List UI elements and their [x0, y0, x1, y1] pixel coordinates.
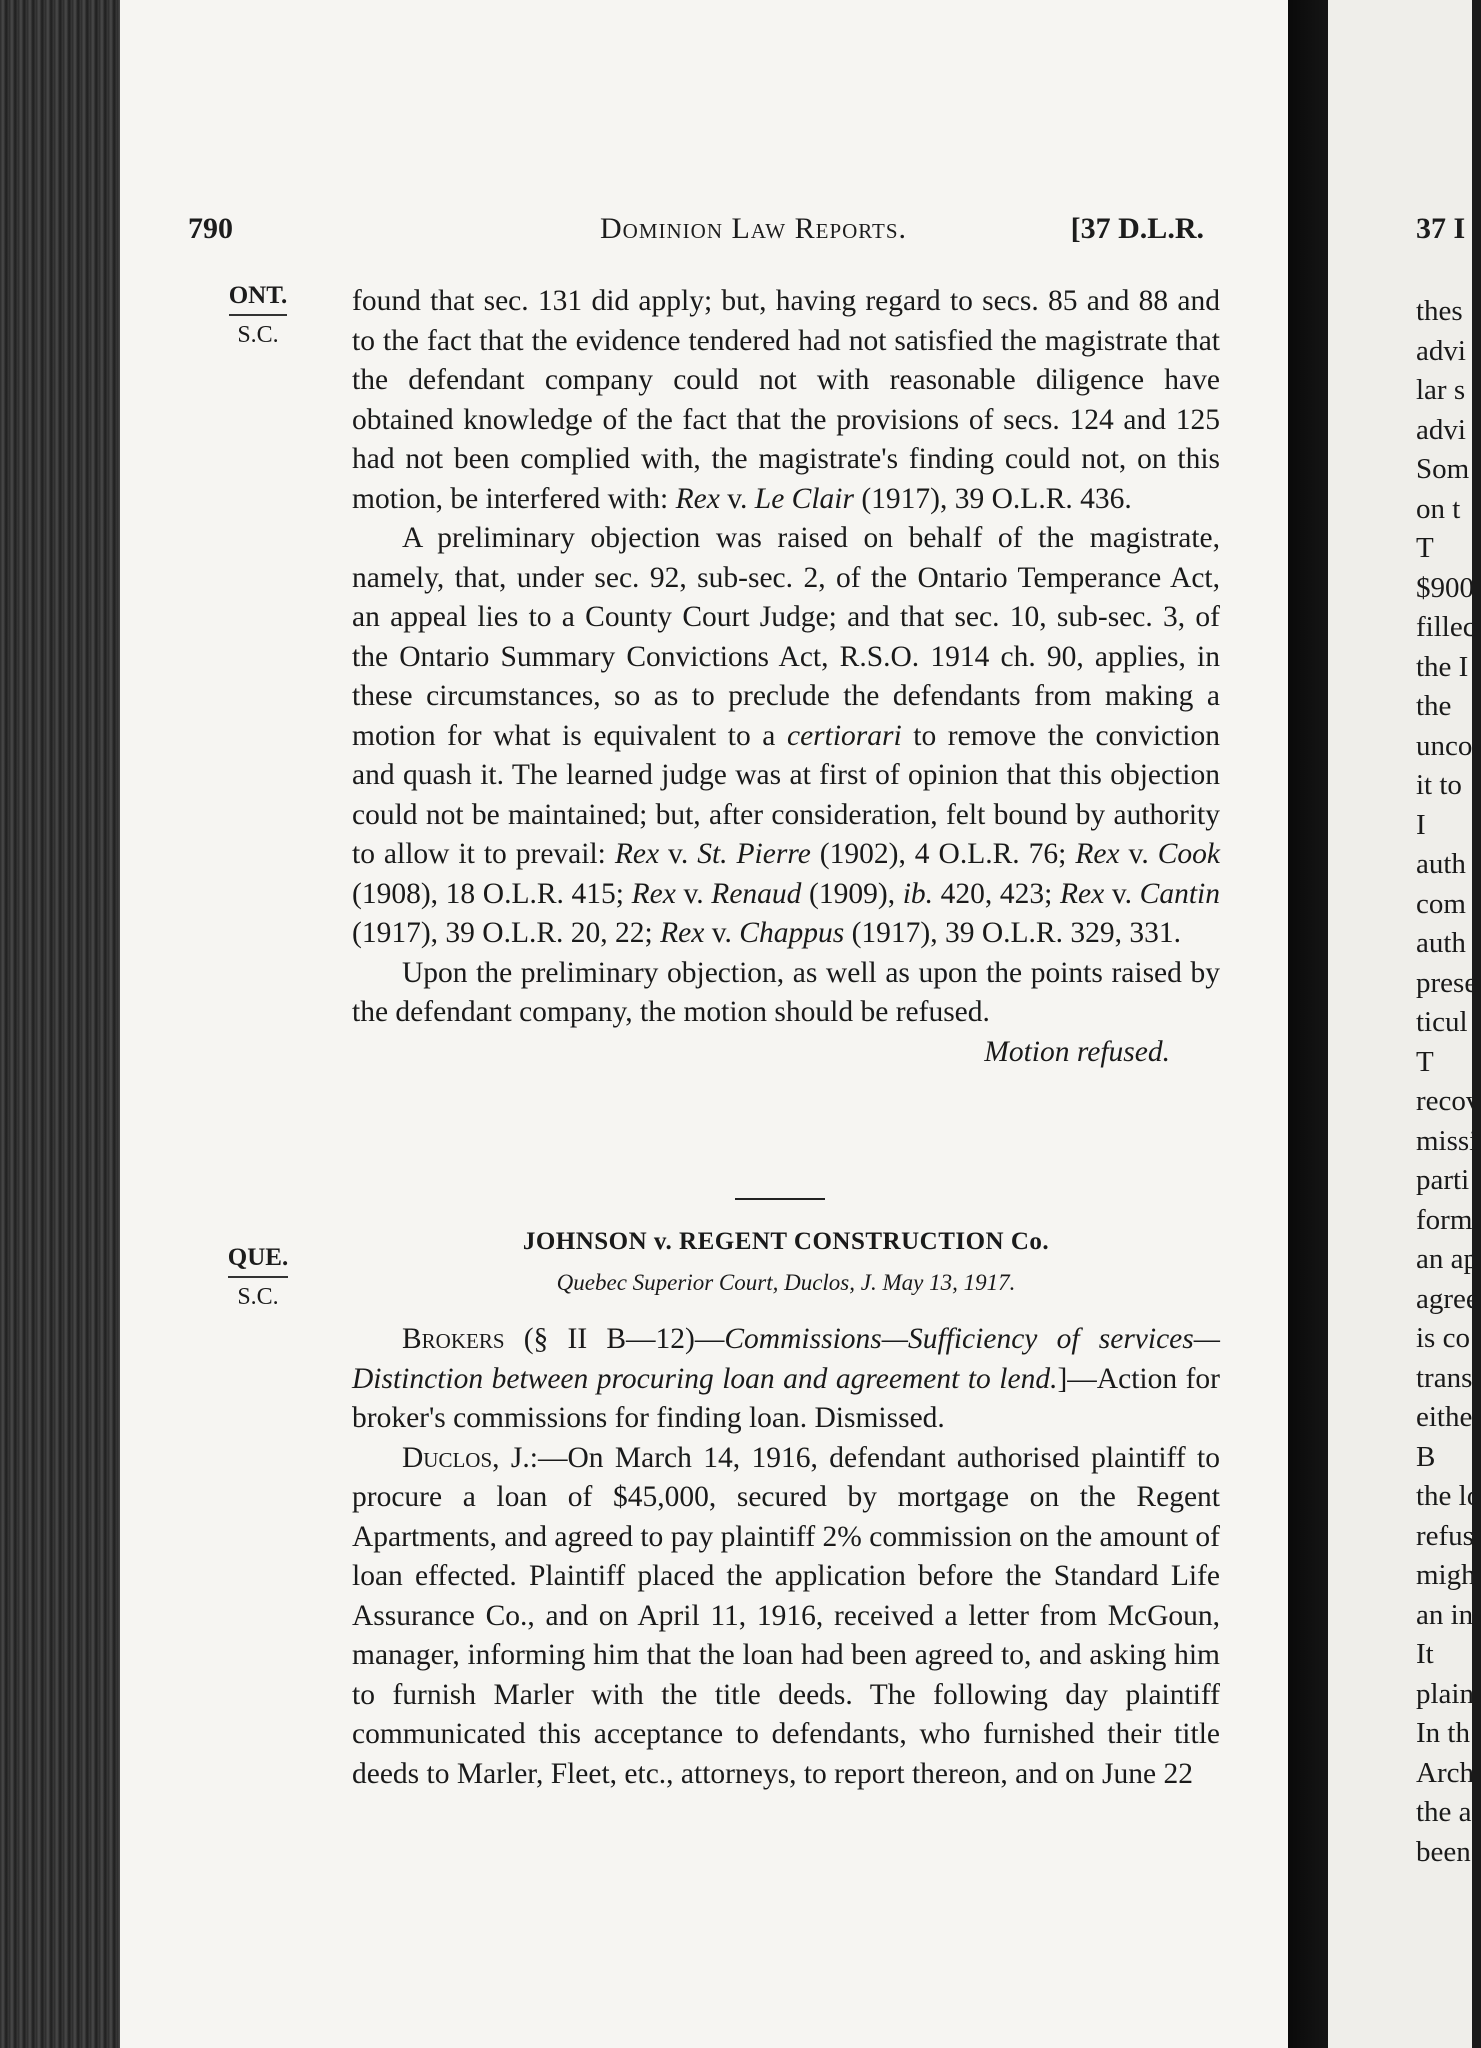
court-label: S.C. [237, 1284, 279, 1310]
facing-page-header: 37 I [1416, 212, 1466, 245]
facing-page-line: refus [1416, 1519, 1474, 1552]
side-label-ontario [218, 282, 298, 349]
facing-page-line: T [1416, 532, 1434, 564]
facing-page-line: the [1416, 690, 1452, 722]
page-number: 790 [188, 212, 233, 245]
facing-page-line: an in [1416, 1598, 1474, 1631]
facing-page-line: the a [1416, 1796, 1472, 1828]
motion-result: Motion refused. [984, 1035, 1170, 1068]
facing-page-line: auth [1416, 848, 1466, 880]
facing-page-line: been [1416, 1835, 1471, 1868]
paragraph: found that sec. 131 did apply; but, having regard to secs. 85 and 88 and to the fact that the evidence tendered had not satisfied the magistrate that the defendant company could not with reasonable diligence have obtained knowledge of the fact that the provisions of secs. 124 and 125 had not been complied with, the magistrate's finding could not, on this motion, be interfered with: Rex v. Le Clair (1917), 39 O.L.R. 436. [352, 285, 1220, 515]
headnote: Brokers (§ II B—12)—Commissions—Sufficiency of services—Distinction between procuring loan and agreement to lend.]—Action for broker's commissions for finding loan. Dismissed. [352, 1323, 1221, 1434]
facing-page-line: agree [1416, 1282, 1479, 1315]
volume-reference: [37 D.L.R. [1070, 212, 1204, 245]
case-court: Quebec Superior Court, Duclos, J. May 13, 1917. [556, 1270, 1016, 1295]
facing-page-line: ticul [1416, 1006, 1468, 1038]
paragraph: A preliminary objection was raised on behalf of the magistrate, namely, that, under sec. 92, sub-sec. 2, of the Ontario Temperance Act, an appeal lies to a County Court Judge; and that sec. 10, sub-sec. 3, of the Ontario Summary Convictions Act, R.S.O. 1914 ch. 90, applies, in these circumstances, so as to preclude the defendants from making a motion for what is equivalent to a certiorari to remove the conviction and quash it. The learned judge was at first of opinion that this objection could not be maintained; but, after consideration, felt bound by authority to allow it to prevail: Rex v. St. Pierre (1902), 4 O.L.R. 76; Rex v. Cook (1908), 18 O.L.R. 415; Rex v. Renaud (1909), ib. 420, 423; Rex v. Cantin (1917), 39 O.L.R. 20, 22; Rex v. Chappus (1917), 39 O.L.R. 329, 331. [352, 522, 1220, 949]
paragraph: Upon the preliminary objection, as well as upon the points raised by the defendant company, the motion should be refused. [352, 956, 1220, 1028]
facing-page-line: parti [1416, 1164, 1470, 1196]
facing-page-line: Arch [1416, 1756, 1474, 1789]
facing-page-line: Som [1416, 453, 1470, 485]
facing-page-line: recov [1416, 1085, 1481, 1117]
section-divider [735, 1198, 825, 1200]
facing-page-line: $900 [1416, 571, 1474, 604]
book-gutter [1288, 0, 1328, 2048]
facing-page-line: unco [1416, 729, 1473, 762]
facing-page-line: In th [1416, 1717, 1470, 1749]
facing-page [1328, 0, 1481, 2048]
case-title: JOHNSON v. REGENT CONSTRUCTION Co. [522, 1228, 1050, 1255]
facing-page-line: the lo [1416, 1480, 1481, 1512]
page-header [188, 212, 1204, 252]
running-title: Dominion Law Reports. [600, 212, 908, 245]
facing-page-line: lar s [1416, 374, 1466, 406]
province-label: ONT. [229, 282, 288, 316]
facing-page-line: eithe [1416, 1401, 1473, 1433]
facing-page-line: form [1416, 1203, 1473, 1236]
case-two-text [352, 1320, 1220, 1794]
facing-page-line: advi [1416, 413, 1466, 446]
facing-page-line: prese [1416, 966, 1478, 999]
facing-page-line: on t [1416, 492, 1461, 525]
facing-page-line: the I [1416, 650, 1469, 683]
facing-page-line: I [1416, 808, 1426, 841]
book-binding [0, 0, 120, 2048]
facing-page-line: auth [1416, 927, 1466, 959]
province-label: QUE. [228, 1244, 288, 1278]
side-label-quebec [218, 1244, 298, 1311]
facing-page-lines [1416, 292, 1481, 1872]
facing-page-line: thes [1416, 295, 1463, 327]
facing-page-line: advi [1416, 334, 1466, 367]
facing-page-line: migh [1416, 1559, 1476, 1591]
facing-page-line: T [1416, 1045, 1434, 1078]
facing-page-line: it to [1416, 769, 1462, 801]
facing-page-line: fillec [1416, 611, 1476, 643]
facing-page-line: It [1416, 1638, 1434, 1670]
facing-page-line: is co [1416, 1322, 1470, 1354]
facing-page-line: plain [1416, 1677, 1474, 1710]
facing-page-line: trans [1416, 1361, 1473, 1394]
facing-page-line: B [1416, 1440, 1436, 1473]
opinion-paragraph: Duclos, J.:—On March 14, 1916, defendant authorised plaintiff to procure a loan of $45,000, secured by mortgage on the Regent Apartments, and agreed to pay plaintiff 2% commission on the amount of loan effected. Plaintiff placed the application before the Standard Life Assurance Co., and on April 11, 1916, received a letter from McGoun, manager, informing him that the loan had been agreed to, and asking him to furnish Marler with the title deeds. The following day plaintiff communicated this acceptance to defendants, who furnished their title deeds to Marler, Fleet, etc., attorneys, to report thereon, and on June 22 [352, 1441, 1220, 1790]
facing-page-line: missi [1416, 1124, 1478, 1157]
facing-page-line: com [1416, 887, 1466, 920]
facing-page-line: an ap [1416, 1243, 1478, 1275]
court-label: S.C. [237, 322, 279, 348]
case-one-text [352, 282, 1220, 1072]
